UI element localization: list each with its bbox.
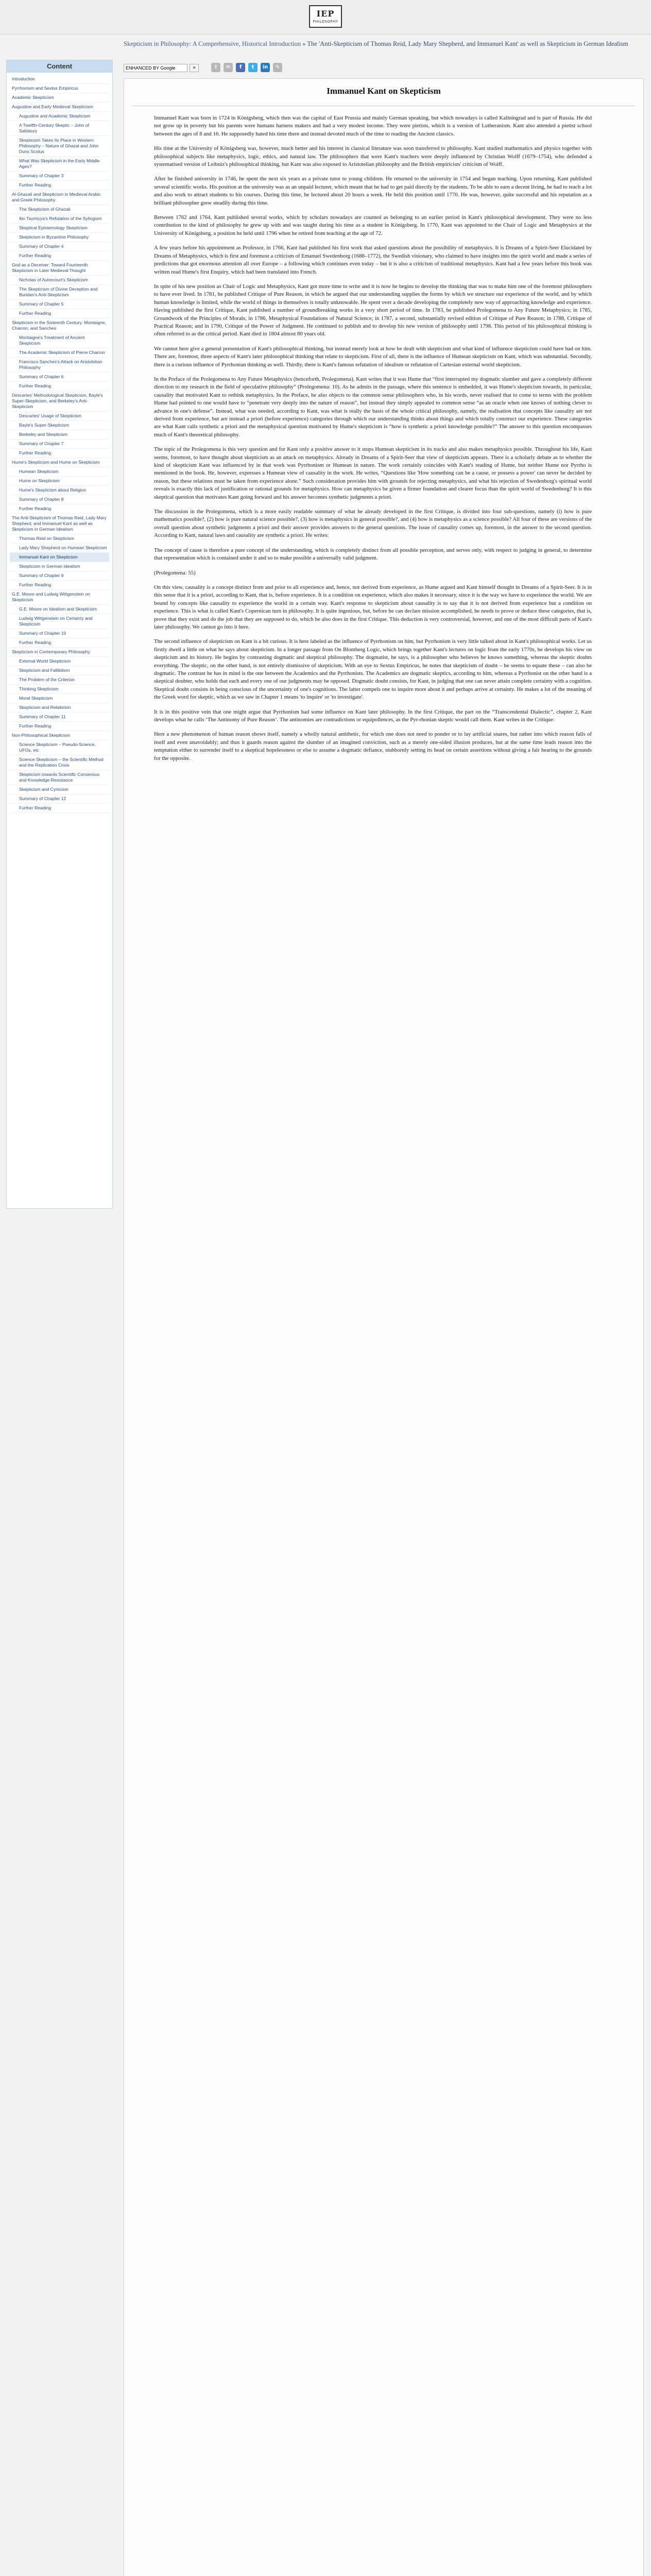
- article-paragraph: Between 1762 and 1764, Kant published several works, which by scholars nowadays are counted as belonging to an earlier period in Kant's philosophical development. They were no less contribution to the kind of philosophy he grew up with and was taught during his time as a student in Königsberg. In 1770, Kant was appointed to the Chair of Logic and Metaphysics at the University of Königsberg, a position he held until 1796 when he retired from teaching at the age of 72.: [154, 214, 592, 236]
- sidebar-item[interactable]: Summary of Chapter 10: [10, 629, 109, 638]
- sidebar-title: Content: [7, 60, 112, 73]
- sidebar-item[interactable]: Augustine and Academic Skepticism: [10, 112, 109, 121]
- sidebar-item[interactable]: Further Reading: [10, 181, 109, 190]
- sidebar-item[interactable]: Skepticism in German Idealism: [10, 562, 109, 571]
- search-input[interactable]: [124, 64, 187, 72]
- sidebar-item[interactable]: Academic Skepticism: [10, 93, 109, 103]
- sidebar-item[interactable]: Summary of Chapter 11: [10, 713, 109, 722]
- sidebar-item[interactable]: Further Reading: [10, 309, 109, 318]
- sidebar-item[interactable]: Summary of Chapter 9: [10, 571, 109, 581]
- sidebar-item[interactable]: Skepticism and Cynicism: [10, 785, 109, 794]
- sidebar-item[interactable]: Further Reading: [10, 581, 109, 590]
- article-paragraph: Here a new phenomenon of human reason shows itself, namely a wholly natural antithetic, for which one does not need to ponder or to lay artificial snares, but rather into which reason falls of itself and even unavoidably; and thus it guards reason against the slumber of an imagined conviction, such as a merely one-sided illusion produces, but at the same time leads reason into the temptation either to surrender itself to a skeptical hopelessness or else to assume a dogmatic defiance, stubbornly setting its head on certain assertions without giving a fair hearing to the grounds for the opposite.: [154, 731, 592, 761]
- sidebar-item[interactable]: Summary of Chapter 6: [10, 372, 109, 382]
- article-paragraph: Immanuel Kant was born in 1724 in Königsberg, which then was the capital of East Prussia and mainly German speaking, but which nowadays is called Kaliningrad and is part of Russia. He did not grow up in poverty but his parents were humans harness makers and had a very modest income. They were pietists, which is a version of Lutheranism. Kant also attended a pietist school between the ages of 8 and 16. He supposedly hated his time there and instead devoted much of the time to reading the Ancient classics.: [154, 115, 592, 137]
- twitter-icon[interactable]: t: [248, 63, 258, 72]
- sidebar-item[interactable]: Descartes' Usage of Skepticism: [10, 412, 109, 421]
- site-header: [0, 0, 651, 35]
- sidebar-item[interactable]: Skepticism in Contemporary Philosophy: [10, 648, 109, 657]
- sidebar-item[interactable]: Further Reading: [10, 382, 109, 391]
- sidebar-item[interactable]: Introduction: [10, 75, 109, 84]
- article-paragraph: The second influence of skepticism on Kant is a bit curious. It is here labeled as the influence of Pyrrhonism on him, but Pyrrhonism is very little talked about in Kant's philosophical works. Let us firstly dwell a little on what he says about skepticism. In a longer passage from On Blomberg Logic, which brings together Kant's lectures on logic from the early 1770s, he develops his view on skepticism and its history. He begins by contrasting dogmatic and skeptical philosophy. The dogmatist, he says, is a philosopher who believes he knows something, whereas the skeptic doubts everything. The skeptic, on the other hand, is not entirely dismissive of skepticism. With an eye to Sextus Empiricus, he notes that skepticism of doubt – he seems to equate these – can also be dogmatic. The contrast he has in mind is the one between the Academics and the Pyrrhonists. The Academics are dogmatic skeptics, according to him, whereas a Pyrrhonist on the other hand is a skeptical doubter, who holds that each and every one of our judgments may be opposed. Dogmatic doubt consists, for Kant, in judging that one can never attain complete certainty with a cognition. Skeptical doubt consists in being conscious of the uncertainty of one's cognitions. The latter compels one to inquire more about it and perhaps arrive at certainty. He makes a lot of the meaning of the Greek word for skeptic, which as we saw in Chapter 1 means 'to inquire' or 'to investigate'.: [154, 638, 592, 701]
- article-paragraph: The topic of the Prolegomena is this very question and for Kant only a positive answer to it stops Humean skepticism in its tracks and also makes metaphysics possible. Throughout his life, Kant seems, foremost, to have thought about skepticism as an attack on metaphysics. Already in Dreams of a Spirit-Seer that view of skepticism appears. There is a scholarly debate as to whether the kind of skepticism Kant was influenced by in that work was Pyrrhonism or Humean in nature. The work certainly coincides with Kant's reading of Hume, but neither Hume nor Pyrrho is mentioned in the book. He, however, expresses a Humean view of causality in the work. He writes, “Questions like 'How something can be a cause, or possess a power' can never be decided by reason, but these relations must be taken from experience alone.” Such consideration provides him with grounds for rejecting metaphysics, and what his rejection of Swedenborg's spiritual world reveals is exactly this lack of justification or rational grounds for metaphysics. How can metaphysics be given a firmer foundation and clearer focus than the spirit world of Swedenborg? It is this skeptical question that motivates Kant going forward and his answer becomes synthetic judgments a priori.: [154, 446, 592, 500]
- logo-subtitle: PHILOSOPHY: [313, 19, 338, 24]
- article-paragraph: The concept of cause is therefore a pure concept of the understanding, which is completely distinct from all possible perception, and serves only, with respect to judging in general, to determine that representation which is contained under it and so to make possible a universally valid judgment.: [154, 547, 592, 562]
- sidebar-item[interactable]: Skepticism in the Sixteenth Century: Montaigne, Charron, and Sanches: [10, 318, 109, 333]
- breadcrumb-book-link[interactable]: Skepticism in Philosophy: A Comprehensive, Historical Introduction: [124, 40, 301, 47]
- article-paragraph: (Prolegomena: 55): [154, 569, 196, 576]
- sidebar-item[interactable]: Al-Ghazali and Skepticism in Medieval Arabic and Greek Philosophy: [10, 190, 109, 205]
- sidebar-item[interactable]: Further Reading: [10, 251, 109, 261]
- sidebar-item[interactable]: The Problem of the Criterion: [10, 675, 109, 685]
- sidebar-item[interactable]: Further Reading: [10, 504, 109, 514]
- sidebar-item[interactable]: The Academic Skepticism of Pierre Charron: [10, 348, 109, 358]
- sidebar-item[interactable]: Hume on Skepticism: [10, 477, 109, 486]
- sidebar-item[interactable]: Berkeley and Skepticism: [10, 430, 109, 439]
- sidebar-item[interactable]: External World Skepticism: [10, 657, 109, 666]
- sidebar-list: [7, 73, 112, 815]
- sidebar-item[interactable]: A Twelfth-Century Skeptic – John of Salisbury: [10, 121, 109, 136]
- sidebar-item[interactable]: The Skepticism of Ghazali: [10, 205, 109, 214]
- article-paragraph: After he finished university in 1746, he spent the next six years as a private tutor to young children. He returned to the university in 1754 and began teaching. Upon returning, Kant published several scientific works. His position at the university was as an unpaid lecturer, which meant that he had to get paid directly by the students. To be able to earn a decent living, he had to teach a lot and also work to attract students to his courses. During this time, he lectured about 20 hours a week. He held this position until 1770. He was, however, quite successful and his reputation as a brilliant philosopher grew steadily during this time.: [154, 176, 592, 206]
- sidebar-item[interactable]: Further Reading: [10, 449, 109, 458]
- sidebar-item[interactable]: Lady Mary Shepherd on Humean Skepticism: [10, 544, 109, 553]
- sidebar-item[interactable]: G.E. Moore on Idealism and Skepticism: [10, 605, 109, 614]
- sidebar-item[interactable]: Summary of Chapter 5: [10, 300, 109, 309]
- facebook-icon[interactable]: f: [236, 63, 245, 72]
- sidebar-item[interactable]: Humean Skepticism: [10, 467, 109, 477]
- sidebar-item[interactable]: God as a Deceiver: Toward Fourteenth Skepticism in Later Medieval Thought: [10, 261, 109, 276]
- sidebar-item[interactable]: The Skepticism of Divine Deception and Buridan's Anti-Skepticism: [10, 285, 109, 300]
- sidebar-item[interactable]: Hume's Skepticism about Religion: [10, 486, 109, 495]
- sidebar-item[interactable]: Further Reading: [10, 722, 109, 731]
- more-icon[interactable]: ✎: [273, 63, 282, 72]
- sidebar-item[interactable]: Thinking Skepticism: [10, 685, 109, 694]
- toolbar: [124, 64, 644, 74]
- breadcrumb-current: » The 'Anti-Skepticism of Thomas Reid, Lady Mary Shepherd, and Immanuel Kant' as well as Skepticism in German Idealism: [301, 40, 628, 47]
- share-icons: [211, 63, 282, 72]
- article-paragraph: On this view, causality is a concept distinct from and prior to all experience and, hence, not derived from experience, as Hume argued and Kant himself thought in Dreams of a Spirit-Seer. It is in this sense that it is a priori, according to Kant, that is, before experience. It is a condition on experience, which also makes it necessary, since it is the way we have to experience the world. We are bound by concepts like causality to experience the world in a certain way. Kant's response to skepticism about causality is to say that it is not derived from experience but a condition on experience. This is what is called Kant's Copernican turn in philosophy. It is quite ingenious, but, before he can declare mission accomplished, he needs to prove or deduce these categories, that is, prove that they exist and do the job that they are supposed to do, which he also does in the first Critique. This deduction is very controversial, however, and one of the most difficult parts of Kant's later philosophy. We cannot go into it here.: [154, 584, 592, 630]
- sidebar-item[interactable]: G.E. Moore and Ludwig Wittgenstein on Skepticism: [10, 590, 109, 605]
- sidebar-item[interactable]: Hume's Skepticism and Hume on Skepticism: [10, 458, 109, 467]
- article-paragraph: It is in this positive vein that one might argue that Pyrrhonism had some influence on Kant later philosophy. In the first Critique, the part on the “Transcendental Dialectic”, chapter 2, Kant develops what he calls ‘The Antinomy of Pure Reason’. The antinomies are contradictions or equipollences, as the Pyr-rhonian skeptic would call them. Kant writes in the Critique:: [154, 708, 592, 723]
- sidebar-item[interactable]: Skeptical Epistemology Skepticism: [10, 224, 109, 233]
- sidebar-item[interactable]: Summary of Chapter 7: [10, 439, 109, 449]
- sidebar-item[interactable]: Augustine and Early Medieval Skepticism: [10, 103, 109, 112]
- sidebar-item[interactable]: Skepticism towards Scientific Consensus and Knowledge Resistance: [10, 770, 109, 785]
- sidebar-item[interactable]: Further Reading: [10, 804, 109, 813]
- article-paragraph: A few years before his appointment as Professor, in 1766, Kant had published his first work that asked questions about the possibility of metaphysics. It is Dreams of a Spirit-Seer Elucidated by Dreams of Metaphysics, which is first and foremost a criticism of Emanuel Swedenborg (1688–1772), the Swedish visionary, who claimed to have insights into the spirit world and made a series of predictions that got enormous attention all over Europe – a following which continues even today – but it is also a criticism of traditional metaphysics. Kant had a few years before this book was written read Hume's first Enquiry, which had been translated into French.: [154, 245, 592, 275]
- sidebar-item[interactable]: Skepticism and Relativism: [10, 703, 109, 713]
- sidebar-item[interactable]: Summary of Chapter 12: [10, 794, 109, 804]
- logo-mark: IEP: [316, 8, 335, 19]
- sidebar-item[interactable]: The Anti-Skepticism of Thomas Reid, Lady Mary Shepherd, and Immanuel Kant as well as Skepticism in German Idealism: [10, 514, 109, 534]
- sidebar-item[interactable]: Summary of Chapter 4: [10, 242, 109, 251]
- breadcrumb: [124, 40, 639, 48]
- sidebar-item[interactable]: Ludwig Wittgenstein on Certainty and Skepticism: [10, 614, 109, 629]
- sidebar-item[interactable]: Summary of Chapter 8: [10, 495, 109, 504]
- sidebar-item[interactable]: Thomas Reid on Skepticism: [10, 534, 109, 544]
- sidebar-item[interactable]: Francisco Sanches's Attack on Aristotelian Philosophy: [10, 358, 109, 372]
- sidebar-item[interactable]: Further Reading: [10, 638, 109, 648]
- sidebar-item[interactable]: Bayle's Super-Skepticism: [10, 421, 109, 430]
- article-text: [124, 106, 643, 762]
- sidebar-item[interactable]: Ibn Taymiyya's Refutation of the Syllogism: [10, 214, 109, 224]
- article-paragraph: We cannot here give a general presentation of Kant's philosophical thinking, but instead merely look at how he dealt with skepticism and what kind of influence skepticism could have had on him. There are, foremost, three aspects of Kant's later philosophical thinking that relate to skepticism. First of all, there is the influence of Humean skepticism on Kant, which was substantial. Secondly, there is a curious influence of Pyrrhonian thinking as well. Thirdly, there is Kant's famous refutation of idealism or refutation of Cartesian external world skepticism.: [154, 345, 592, 368]
- sidebar-item[interactable]: Science Skepticism – the Scientific Method and the Replication Crisis: [10, 755, 109, 770]
- sidebar-item[interactable]: Non-Philosophical Skepticism: [10, 731, 109, 740]
- sidebar-item[interactable]: Immanuel Kant on Skepticism: [10, 553, 109, 562]
- sidebar-item[interactable]: Pyrrhonism and Sextus Empiricus: [10, 84, 109, 93]
- sidebar-item[interactable]: Nicholas of Autrecourt's Skepticism: [10, 276, 109, 285]
- search-button[interactable]: »: [190, 64, 199, 72]
- article: [124, 78, 644, 2576]
- sidebar-item[interactable]: Science Skepticism – Pseudo-Science, UFOs, etc: [10, 740, 109, 755]
- site-logo[interactable]: [309, 5, 342, 28]
- sidebar-item[interactable]: Skepticism Takes Its Place in Western Philosophy – Nature of Ghazal and John Duns Scotus: [10, 136, 109, 157]
- sidebar-item[interactable]: Skepticism in Byzantine Philosophy: [10, 233, 109, 242]
- article-paragraph: In the Preface of the Prolegomena to Any Future Metaphysics (henceforth, Prolegomena), Kant writes that it was Hume that “first interrupted my dogmatic slumber and gave a completely different direction to my research in the field of speculative philosophy” (Prolegomena: 10). As he admits in the passage, where this sentence is embedded, it was Hume's skepticism towards, in particular, causality that motivated Kant to rethink metaphysics. In the Preface, he also objects to the common sense philosophers who, in his words, never realised that to come to terms with the problem Hume had pointed to one would have to “penetrate very deeply into the nature of reason”, but instead they simply appealed to common sense “as an oracle when one knows of nothing clever to advance in one's defense”. Instead, what was needed, according to Kant, was what is really the basis of the whole critical philosophy, namely, the realisation that concepts like causality are not derived from experience, but are instead a priori (before experience) categories through which our understanding thinks about things and which totally construct our experience. These categories are what Kant calls synthetic a priori and the metaphysical question motivated by Hume's skepticism is “how is synthetic a priori knowledge possible?” The answer to this question encompasses much of Kant's theoretical philosophy.: [154, 376, 592, 438]
- sidebar-item[interactable]: What Was Skepticism in the Early Middle Ages?: [10, 157, 109, 172]
- sidebar-item[interactable]: Moral Skepticism: [10, 694, 109, 703]
- sidebar-item[interactable]: Skepticism and Fallibilism: [10, 666, 109, 675]
- email-icon[interactable]: ✉: [224, 63, 233, 72]
- linkedin-icon[interactable]: in: [261, 63, 270, 72]
- article-paragraph: The discussion in the Prolegomena, which is a more easily readable summary of what he already developed in the first Critique, is divided into four sub-questions, namely (i) how is pure mathematics possible?, (2) how is pure natural science possible?, (3) how is metaphysics in general possible?, and (4) how is metaphysics as a science possible? All four of these are versions of the overall question about synthetic judgments a priori and their answer provides answers to the general questions. The issue of causality comes up, foremost, in the answer to the second question. According to Kant, natural laws and causality are synthetic a priori. He writes:: [154, 509, 592, 539]
- sidebar: [6, 60, 113, 1209]
- sidebar-item[interactable]: Descartes' Methodological Skepticism, Bayle's Super-Skepticism, and Berkeley's Anti-Skepticism: [10, 391, 109, 412]
- article-title: Immanuel Kant on Skepticism: [132, 79, 635, 106]
- share-icon[interactable]: ⇪: [211, 63, 220, 72]
- sidebar-item[interactable]: Summary of Chapter 3: [10, 172, 109, 181]
- article-paragraph: His time at the University of Königsberg was, however, much better and his interest in classical literature was soon transferred to philosophy. Kant studied mathematics and physics together with philosophical subjects like metaphysics, logic, ethics, and natural law. The philosophers that were Kant's teachers were deeply influenced by Christian Wolff (1679–1754), who defended a systematised version of Leibniz's philosophical thinking, but Kant was also exposed to Aristotelian philosophy and the British empiricists' criticism of Wolff.: [154, 145, 592, 168]
- sidebar-item[interactable]: Montaigne's Treatment of Ancient Skepticism: [10, 333, 109, 348]
- article-paragraph: In spite of his new position as Chair of Logic and Metaphysics, Kant got more time to write and it is now he begins to develop the thinking that was to make him one of the foremost philosophers to have ever lived. In 1781, he published Critique of Pure Reason, in which he argued that our understanding supplies the forms by which we structure our experience of the world, and by which human knowledge is limited, while the world of things in themselves is totally unknowable. He spent over a decade developing the completely new way of approaching knowledge and experience. Having published the first Critique, Kant published a number of groundbreaking works in a very short period of time. In 1783, he published Prolegomena to Any Future Metaphysics; in 1785, Groundwork of the Principles of Morals; in 1786, Metaphysical Foundations of Natural Science; in 1787, a second, substantially revised edition of Critique of Pure Reason; in 1788, Critique of Practical Reason; and in 1790, Critique of the Power of Judgment. He continued to publish and to develop his new version of philosophy until 1798. This period of his philosophical thinking is often referred to as the critical period. Kant died in 1804 almost 80 years old.: [154, 283, 592, 337]
